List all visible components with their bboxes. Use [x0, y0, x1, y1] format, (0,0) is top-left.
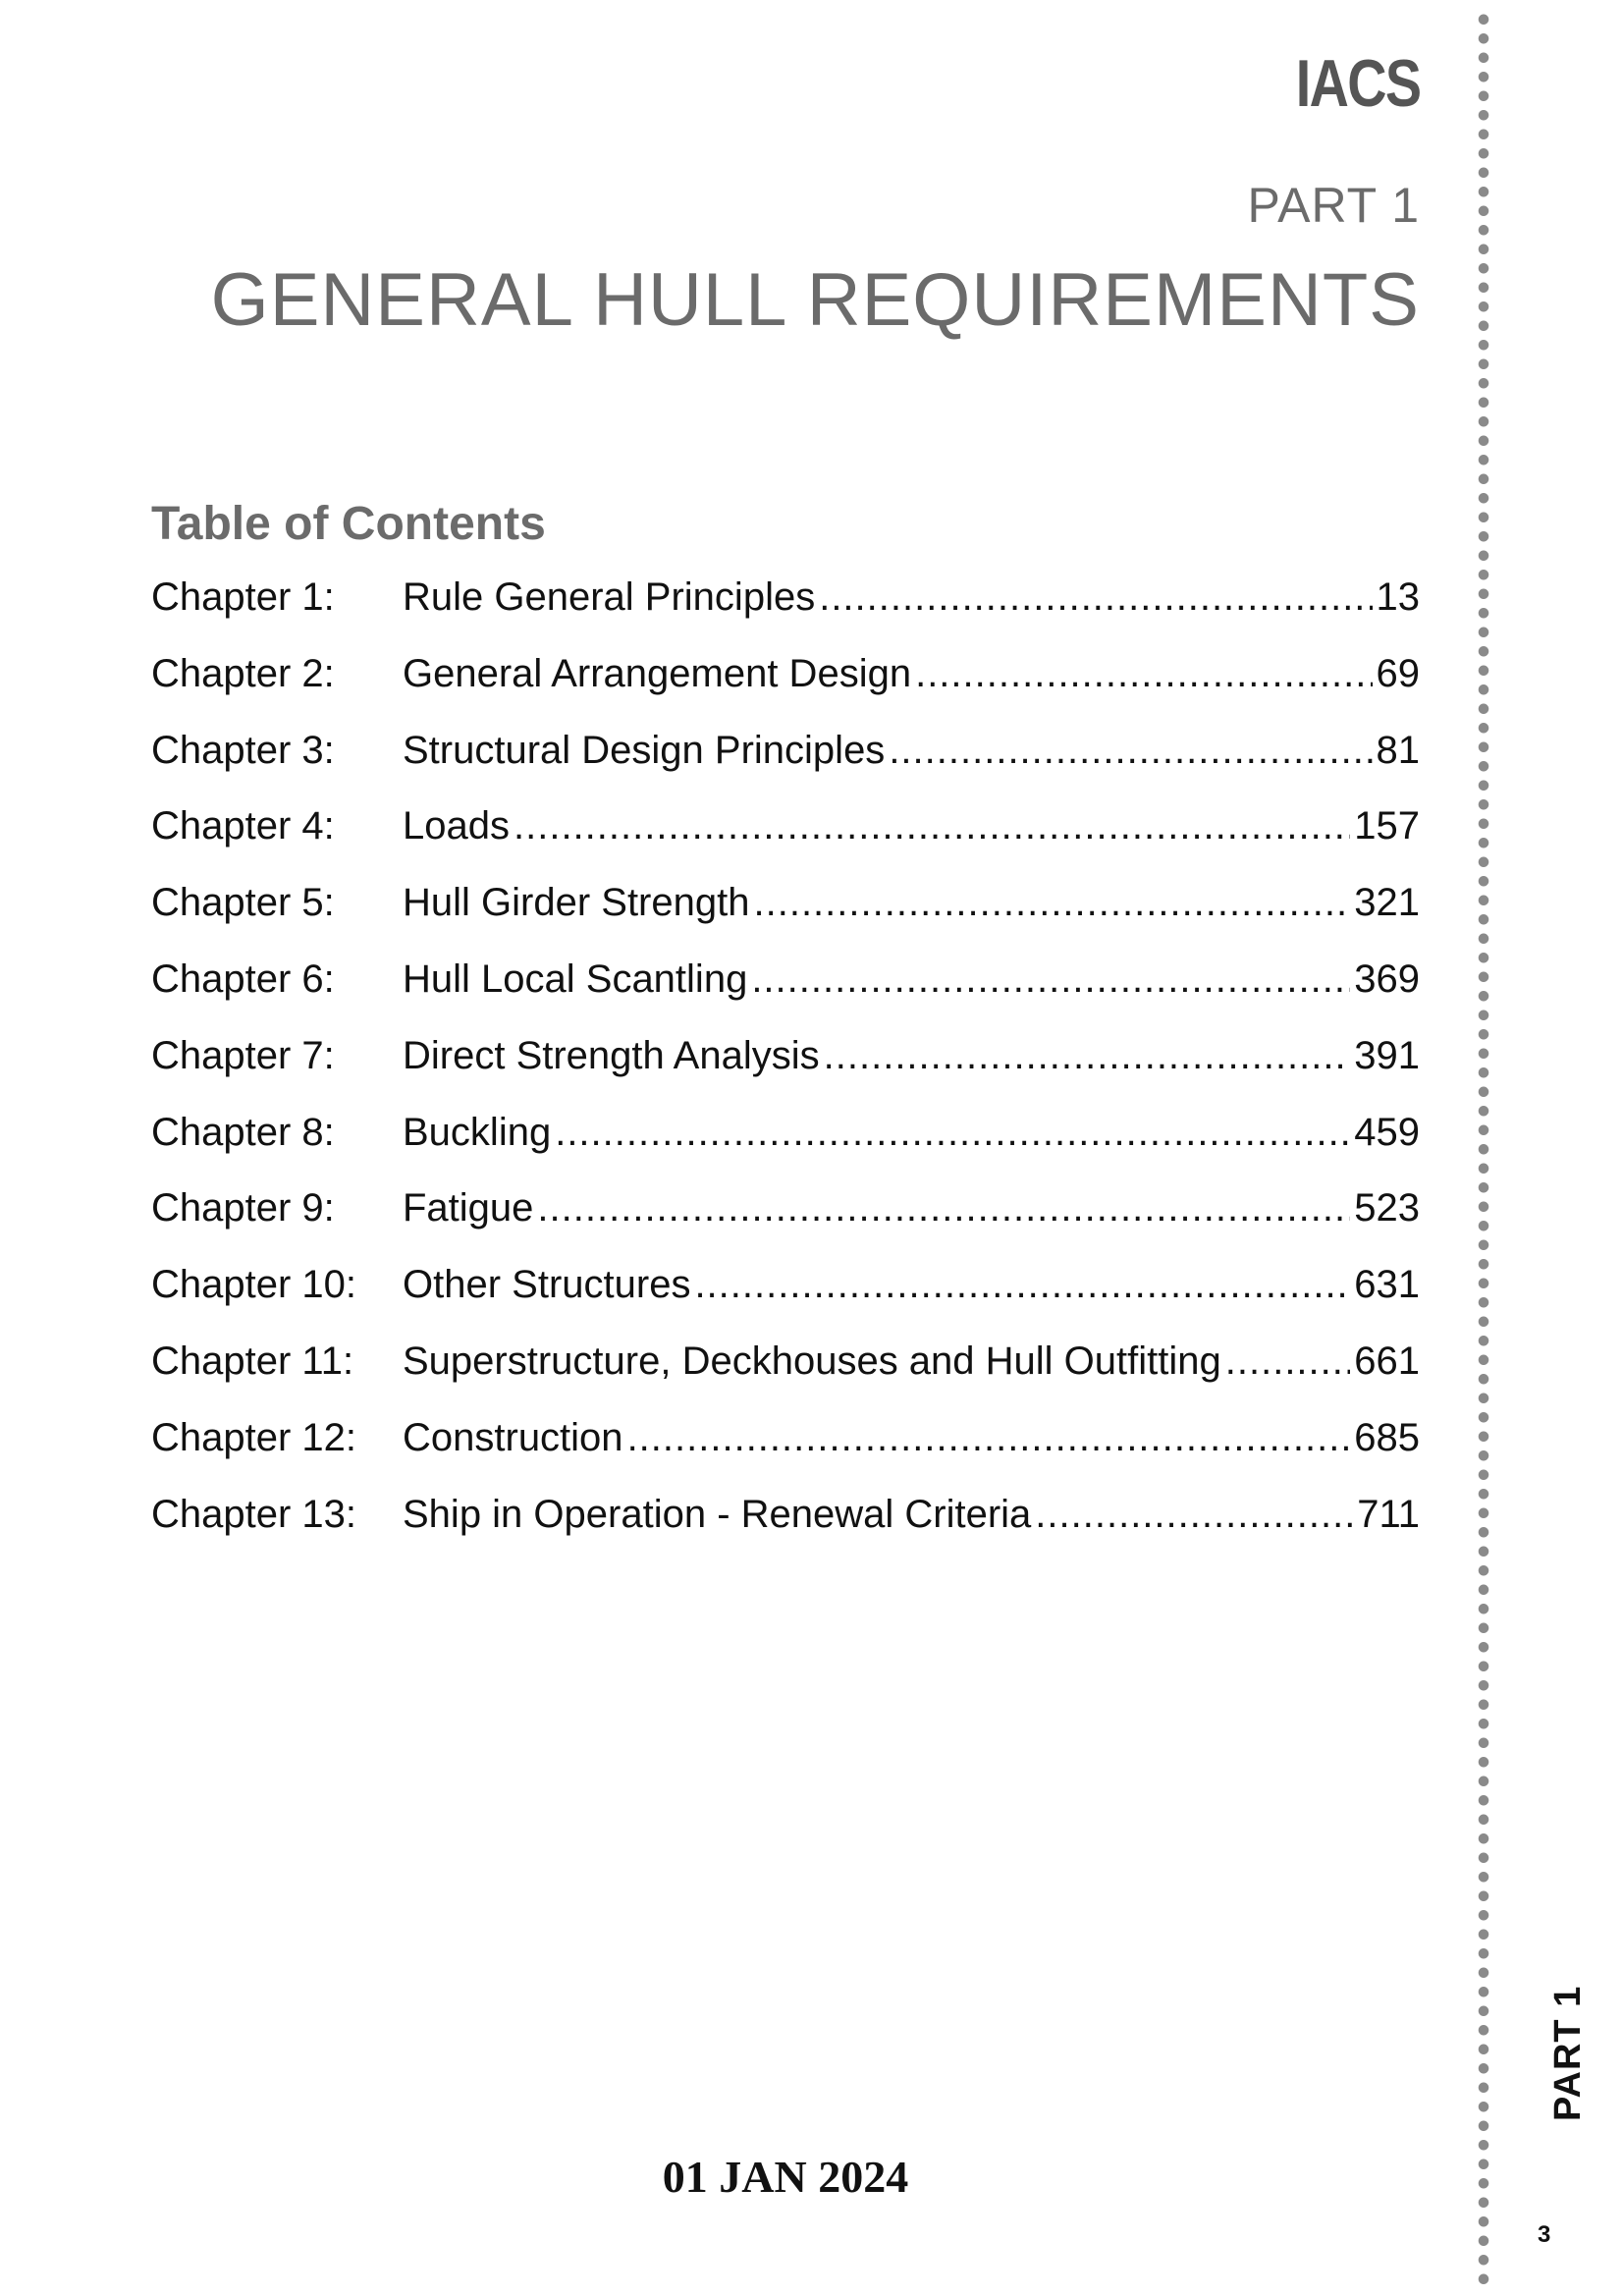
- toc-page-number: 685: [1354, 1415, 1420, 1459]
- toc-heading: Table of Contents: [151, 498, 546, 550]
- toc-entry[interactable]: [151, 1111, 1420, 1187]
- toc-chapter-label: Chapter 11:: [151, 1339, 354, 1383]
- toc-leader-dots: [1035, 1493, 1353, 1537]
- toc-page-number: 13: [1376, 575, 1420, 619]
- toc-page-number: 81: [1376, 728, 1420, 772]
- toc-page-number: 459: [1354, 1110, 1420, 1154]
- toc-page-number: 157: [1354, 804, 1420, 848]
- part-title: GENERAL HULL REQUIREMENTS: [210, 258, 1420, 342]
- toc-page-number: 523: [1354, 1186, 1420, 1230]
- toc-leader-dots: [915, 652, 1372, 696]
- toc-entry[interactable]: [151, 1263, 1420, 1339]
- toc-chapter-label: Chapter 2:: [151, 651, 335, 695]
- toc-chapter-title: Rule General Principles: [403, 575, 816, 619]
- toc-chapter-title: Loads: [403, 804, 510, 848]
- page-number: 3: [1538, 2221, 1551, 2248]
- toc-leader-dots: [819, 575, 1372, 620]
- toc-entry[interactable]: [151, 1034, 1420, 1111]
- toc-page-number: 711: [1357, 1492, 1420, 1536]
- toc-chapter-label: Chapter 5:: [151, 881, 335, 925]
- toc-leader-dots: [537, 1186, 1350, 1230]
- toc-page-number: 321: [1354, 881, 1420, 925]
- side-part-label: PART 1: [1547, 1985, 1589, 2121]
- toc-leader-dots: [514, 804, 1350, 848]
- toc-leader-dots: [694, 1263, 1350, 1307]
- toc-chapter-label: Chapter 6:: [151, 957, 335, 1001]
- toc-leader-dots: [751, 957, 1350, 1002]
- toc-chapter-title: Buckling: [403, 1110, 552, 1154]
- toc-entry[interactable]: [151, 652, 1420, 729]
- toc-chapter-title: Fatigue: [403, 1186, 534, 1230]
- toc-chapter-title: Construction: [403, 1415, 623, 1459]
- toc-chapter-label: Chapter 10:: [151, 1263, 357, 1307]
- toc-entry[interactable]: [151, 804, 1420, 881]
- part-label: PART 1: [1247, 178, 1420, 233]
- toc-chapter-title: Superstructure, Deckhouses and Hull Outfitting: [403, 1339, 1221, 1383]
- toc-entry[interactable]: [151, 1339, 1420, 1416]
- iacs-logo: IACS: [1295, 46, 1420, 121]
- toc-chapter-title: Structural Design Principles: [403, 728, 886, 772]
- toc-leader-dots: [824, 1034, 1351, 1078]
- toc-page-number: 661: [1354, 1339, 1420, 1383]
- toc-chapter-label: Chapter 4:: [151, 804, 335, 848]
- toc-page-number: 69: [1376, 651, 1420, 695]
- toc-entry[interactable]: [151, 729, 1420, 805]
- toc-leader-dots: [555, 1111, 1350, 1155]
- toc-chapter-title: General Arrangement Design: [403, 651, 912, 695]
- table-of-contents: [151, 575, 1420, 1568]
- toc-chapter-title: Other Structures: [403, 1263, 691, 1307]
- toc-entry[interactable]: [151, 881, 1420, 957]
- toc-chapter-label: Chapter 8:: [151, 1110, 335, 1154]
- toc-entry[interactable]: [151, 575, 1420, 652]
- toc-leader-dots: [889, 729, 1372, 773]
- toc-chapter-label: Chapter 13:: [151, 1492, 357, 1536]
- toc-chapter-label: Chapter 12:: [151, 1415, 357, 1459]
- toc-chapter-label: Chapter 1:: [151, 575, 335, 619]
- toc-chapter-label: Chapter 9:: [151, 1186, 335, 1230]
- binding-dotted-line: [1477, 10, 1490, 2286]
- toc-entry[interactable]: [151, 1493, 1420, 1569]
- toc-chapter-title: Hull Girder Strength: [403, 881, 750, 925]
- toc-leader-dots: [627, 1416, 1351, 1460]
- toc-entry[interactable]: [151, 1186, 1420, 1263]
- publication-date: 01 JAN 2024: [662, 2152, 909, 2202]
- toc-entry[interactable]: [151, 957, 1420, 1034]
- toc-page-number: 391: [1354, 1033, 1420, 1077]
- toc-page-number: 631: [1354, 1263, 1420, 1307]
- toc-chapter-label: Chapter 7:: [151, 1033, 335, 1077]
- toc-chapter-label: Chapter 3:: [151, 728, 335, 772]
- toc-entry[interactable]: [151, 1416, 1420, 1493]
- toc-leader-dots: [1225, 1339, 1351, 1384]
- toc-chapter-title: Direct Strength Analysis: [403, 1033, 820, 1077]
- toc-chapter-title: Ship in Operation - Renewal Criteria: [403, 1492, 1032, 1536]
- toc-leader-dots: [753, 881, 1350, 925]
- toc-page-number: 369: [1354, 957, 1420, 1001]
- toc-chapter-title: Hull Local Scantling: [403, 957, 748, 1001]
